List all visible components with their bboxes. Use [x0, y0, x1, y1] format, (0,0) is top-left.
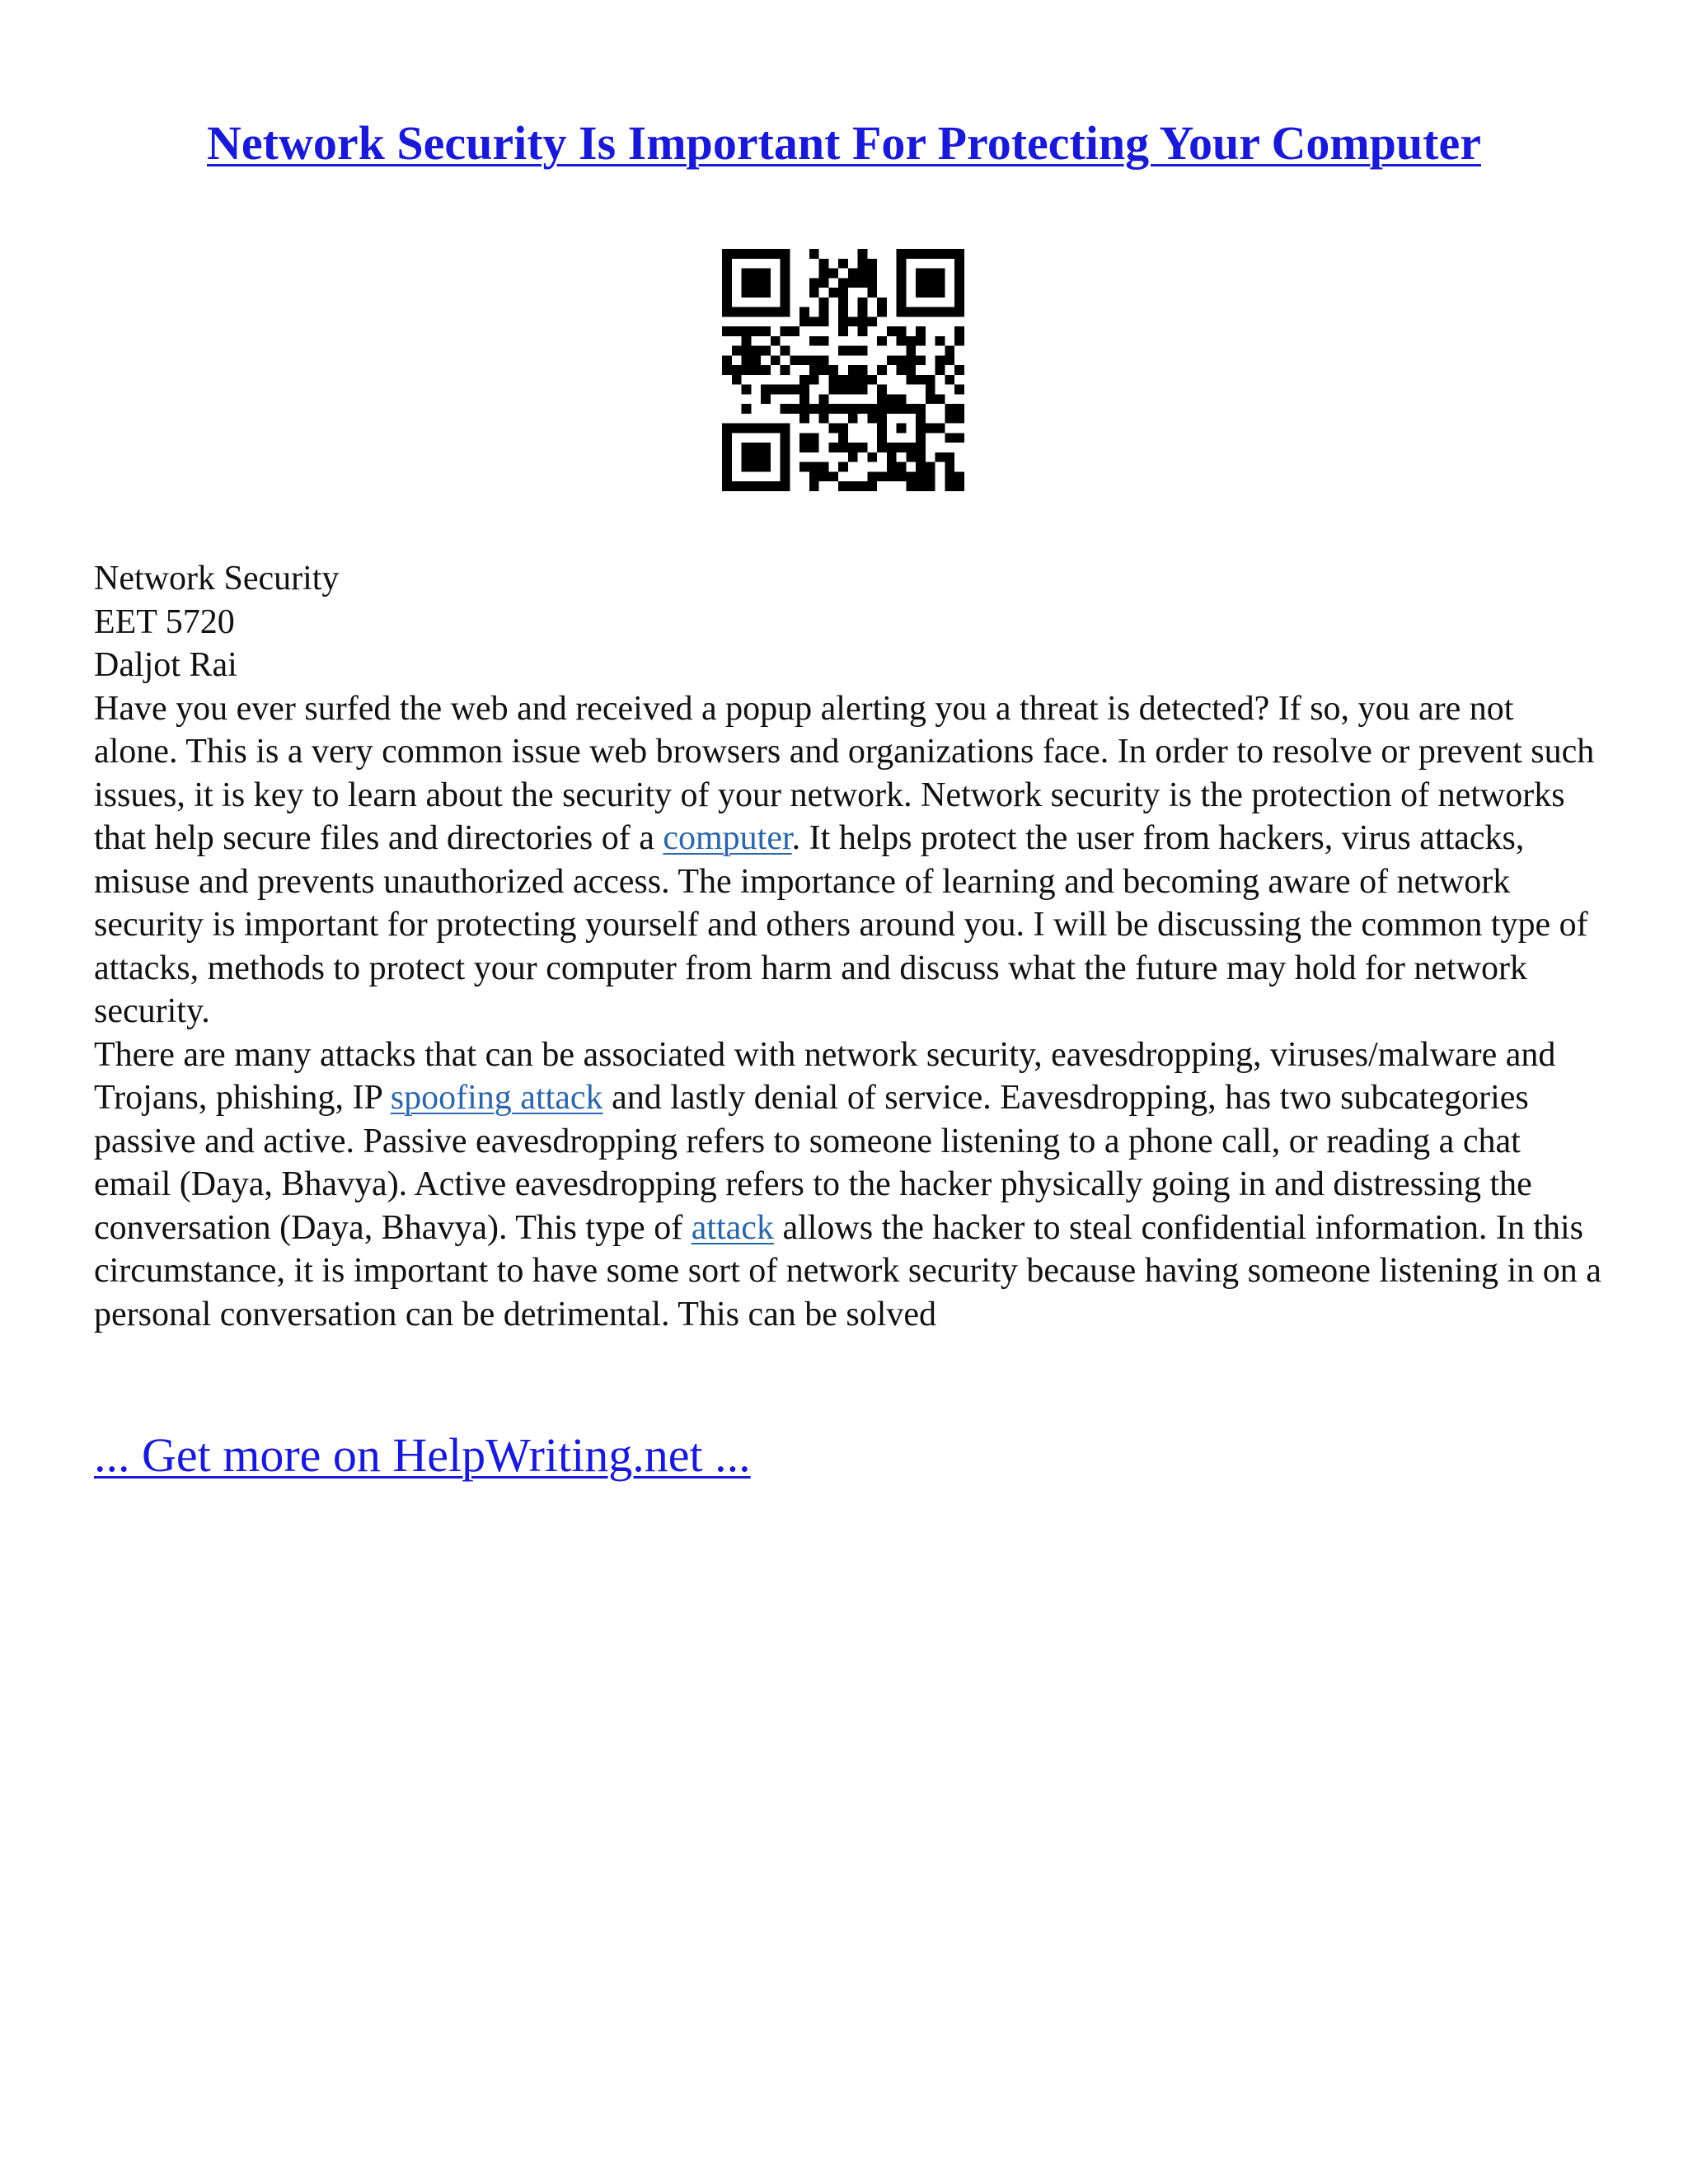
course-name: Network Security: [94, 560, 340, 598]
computer-link[interactable]: computer: [663, 819, 792, 857]
document-body: [94, 557, 1602, 1336]
attack-link[interactable]: attack: [691, 1208, 774, 1247]
get-more-link[interactable]: ... Get more on HelpWriting.net ...: [94, 1428, 751, 1482]
paragraph-intro-text-1: Have you ever surfed the web and received a popup alerting you a threat is detected? If so, you are not alone. This is a very common issue web browsers and organizations face. In order to resolve or prevent such issues, it is key to learn about the security of your network. Network security is the protection of networks that help secure files and directories of a: [94, 689, 1595, 857]
spoofing-attack-link[interactable]: spoofing attack: [390, 1079, 603, 1117]
paragraph-attacks-text-2: and lastly denial of service. Eavesdropping, has two subcategories passive and active. Passive eavesdropping refers to someone listening to a phone call, or reading a chat email (Daya, Bhavya). Active eavesdropping refers to the hacker physically going in and distressing the conversation (Daya, Bhavya). This type of: [94, 1079, 1532, 1247]
qr-code-icon: [722, 249, 964, 491]
paragraph-attacks-text-1: There are many attacks that can be associated with network security, eavesdropping, viruses/malware and Trojans, phishing, IP: [94, 1035, 1556, 1117]
paragraph-intro-text-2: . It helps protect the user from hackers, virus attacks, misuse and prevents unauthorized access. The importance of learning and becoming aware of network security is important for protecting yourself and others around you. I will be discussing the common type of attacks, methods to protect your computer from harm and discuss what the future may hold for network security.: [94, 819, 1588, 1030]
paragraph-attacks-text-3: allows the hacker to steal confidential information. In this circumstance, it is important to have some sort of network security because having someone listening in on a personal conversation can be detrimental. This can be solved: [94, 1208, 1601, 1333]
paragraph-attacks: [94, 1033, 1602, 1337]
document-title-link[interactable]: Network Security Is Important For Protecting Your Computer: [207, 116, 1481, 170]
course-code: EET 5720: [94, 602, 235, 641]
paragraph-intro: [94, 687, 1602, 1033]
author-name: Daljot Rai: [94, 646, 237, 684]
qr-code-image: [722, 249, 964, 491]
